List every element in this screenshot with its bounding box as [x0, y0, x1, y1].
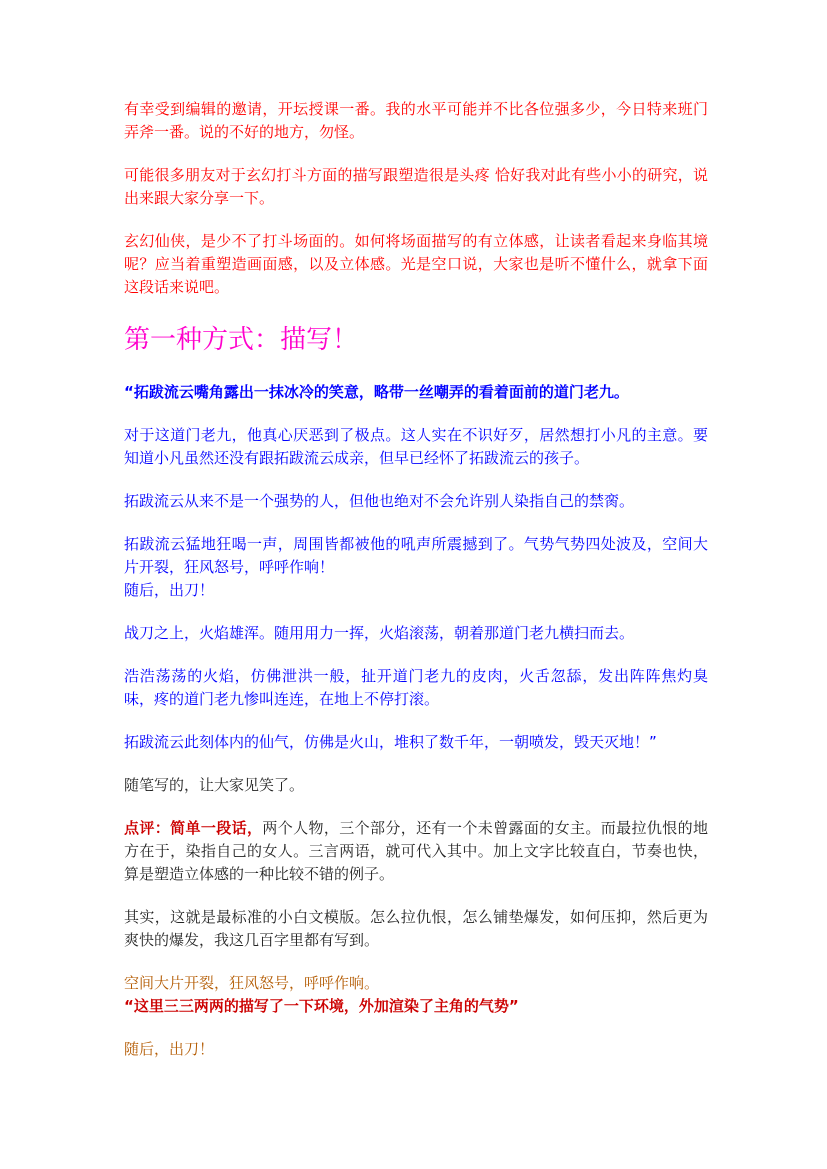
analysis-paragraph: 其实，这就是最标准的小白文模版。怎么拉仇恨，怎么铺垫爆发，如何压抑，然后更为爽快的爆发，我这几百字里都有写到。	[124, 908, 708, 949]
excerpt-paragraph-7: 拓跋流云此刻体内的仙气，仿佛是火山，堆积了数千年，一朝喷发，毁天灭地！”	[124, 733, 657, 751]
author-note: 随笔写的，让大家见笑了。	[124, 776, 305, 794]
document-page	[124, 98, 708, 1061]
intro-paragraph-3: 玄幻仙侠，是少不了打斗场面的。如何将场面描写的有立体感，让读者看起来身临其境呢？应当着重塑造画面感，以及立体感。光是空口说，大家也是听不懂什么，就拿下面这段话来说吧。	[124, 232, 708, 296]
section-heading: 第一种方式：描写！	[124, 325, 359, 355]
excerpt-paragraph-2: 对于这道门老九，他真心厌恶到了极点。这人实在不识好歹，居然想打小凡的主意。要知道小凡虽然还没有跟拓跋流云成亲，但早已经怀了拓跋流云的孩子。	[124, 426, 708, 467]
comment-label: 点评：简单一段话，	[124, 819, 263, 837]
excerpt-paragraph-5: 战刀之上，火焰雄浑。随用用力一挥，火焰滚荡，朝着那道门老九横扫而去。	[124, 624, 635, 642]
comment-paragraph	[124, 817, 708, 886]
excerpt-paragraph-6: 浩浩荡荡的火焰，仿佛泄洪一般，扯开道门老九的皮肉，火舌忽舔，发出阵阵焦灼臭味，疼的道门老九惨叫连连，在地上不停打滚。	[124, 667, 708, 708]
quoted-remark: “这里三三两两的描写了一下环境，外加渲染了主角的气势”	[124, 997, 519, 1015]
comment-text: 两个人物，三个部分，还有一个未曾露面的女主。而最拉仇恨的地方在于，染指自己的女人。三言两语，就可代入其中。加上文字比较直白，节奏也快，算是塑造立体感的一种比较不错的例子。	[124, 819, 708, 883]
final-line: 随后，出刀！	[124, 1040, 215, 1058]
intro-paragraph-2: 可能很多朋友对于玄幻打斗方面的描写跟塑造很是头疼 恰好我对此有些小小的研究，说出来跟大家分享一下。	[124, 166, 708, 207]
excerpt-paragraph-3: 拓跋流云从来不是一个强势的人，但他也绝对不会允许别人染指自己的禁脔。	[124, 492, 635, 510]
quoted-line: 空间大片开裂，狂风怒号，呼呼作响。	[124, 974, 380, 992]
intro-paragraph-1: 有幸受到编辑的邀请，开坛授课一番。我的水平可能并不比各位强多少，今日特来班门弄斧一番。说的不好的地方，勿怪。	[124, 100, 708, 141]
excerpt-paragraph-4: 拓跋流云猛地狂喝一声，周围皆都被他的吼声所震撼到了。气势气势四处波及，空间大片开裂，狂风怒号，呼呼作响！ 随后，出刀！	[124, 535, 708, 599]
excerpt-paragraph-1: “拓跋流云嘴角露出一抹冰冷的笑意，略带一丝嘲弄的看着面前的道门老九。	[124, 383, 629, 401]
